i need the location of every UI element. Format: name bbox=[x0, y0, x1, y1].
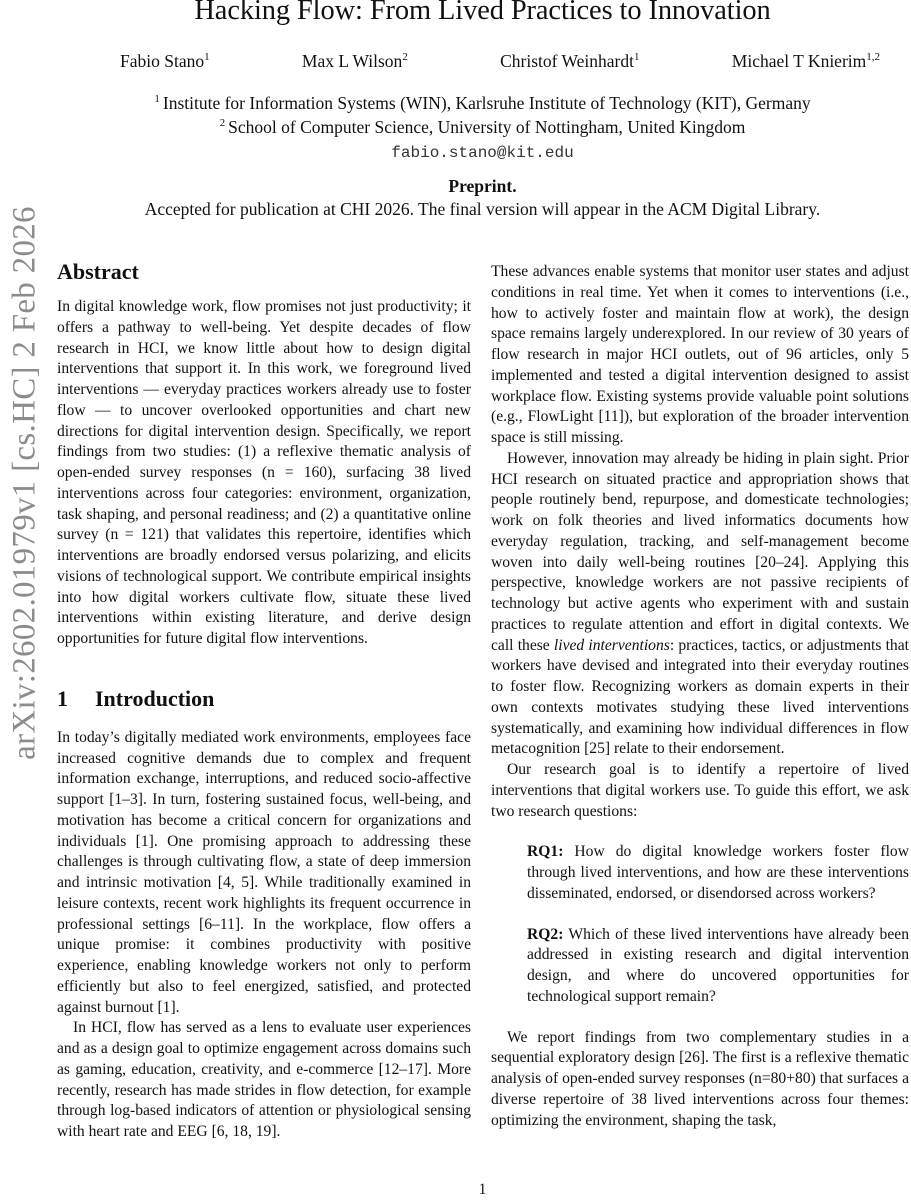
abstract-text: In digital knowledge work, flow promises not just productivity; it offers a pathway to well-being. Yet despite decades of flow research in HCI, we know little about how to design digital interventions that support it. In this work, we foreground lived interventions — everyday practices workers already use to foster flow — to uncover overlooked opportunities and chart new directions for digital intervention design. Specifically, we report findings from two studies: (1) a reflexive thematic analysis of open-ended survey responses (n = 160), surfacing 38 lived interventions across four categories: environment, organization, task shaping, and personal readiness; and (2) a quantitative online survey (n = 121) that validates this repertoire, identifies which interventions are broadly endorsed versus polarizing, and elicits visions of technological support. We contribute empirical insights into how digital workers cultivate flow, situate these lived interventions within existing literature, and derive design opportunities for future digital flow interventions. bbox=[57, 298, 471, 647]
section-title: Introduction bbox=[95, 685, 215, 711]
paragraph-text: However, innovation may already be hiding in plain sight. Prior HCI research on situated practice and appropriation shows that people routinely bend, repurpose, and domesticate technologies; work on folk theories and lived informatics documents how everyday regulation, tracking, and self-management become woven into daily well-being routines [20–24]. Applying this perspective, knowledge workers are not passive recipients of technology but active agents who experiment with and sustain practices to regulate attention and effort in digital contexts. We call these bbox=[491, 449, 909, 654]
paragraph bbox=[491, 449, 909, 760]
author bbox=[302, 51, 408, 72]
left-column bbox=[57, 258, 471, 1143]
author-name: Fabio Stano bbox=[120, 51, 205, 71]
affiliation-marker: 1 bbox=[633, 51, 640, 63]
contact-email: fabio.stano@kit.edu bbox=[391, 144, 574, 162]
author bbox=[120, 51, 210, 72]
affiliation bbox=[0, 93, 911, 114]
affiliation-text: Institute for Information Systems (WIN), Karlsruhe Institute of Technology (KIT), Germany bbox=[162, 93, 811, 113]
author bbox=[732, 51, 880, 72]
rq-text: Which of these lived interventions have already been addressed in existing research and digital intervention design, and where do uncovered opportunities for technological support remain? bbox=[527, 925, 909, 1005]
right-column bbox=[491, 262, 909, 1131]
paragraph: Our research goal is to identify a repertoire of lived interventions that digital workers use. To guide this effort, we ask two research questions: bbox=[491, 761, 909, 820]
emphasized-term: lived interventions bbox=[553, 636, 670, 654]
research-question-2 bbox=[527, 925, 909, 1008]
author-name: Max L Wilson bbox=[301, 51, 403, 71]
arxiv-identifier: arXiv:2602.01979v1 [cs.HC] 2 Feb 2026 bbox=[6, 206, 43, 760]
affiliation-marker: 2 bbox=[402, 51, 408, 63]
affiliation-marker: 1,2 bbox=[866, 51, 880, 63]
author-list bbox=[120, 51, 880, 72]
paragraph: These advances enable systems that monitor user states and adjust conditions in real time. Yet when it comes to interventions (i.e., how to actively foster and maintain flow at work), the design space remains largely underexplored. In our review of 30 years of flow research in major HCI outlets, out of 96 articles, only 5 implemented and tested a digital intervention designed to assist workplace flow. Existing systems provide valuable point solutions (e.g., FlowLight [11]), but exploration of the broader intervention space is still missing. bbox=[491, 263, 909, 446]
rq-label: RQ2: bbox=[527, 925, 564, 943]
rq-label: RQ1: bbox=[527, 843, 564, 861]
section-heading-introduction bbox=[57, 685, 471, 713]
author bbox=[500, 51, 639, 72]
paragraph: In today’s digitally mediated work environments, employees face increased cognitive demands due to complex and frequent information exchange, interruptions, and reduced socio-affective support [1–3]. In turn, fostering sustained focus, well-being, and motivation has become a critical concern for organizations and individuals [1]. One promising approach to addressing these challenges is through cultivating flow, a state of deep immersion and intrinsic motivation [4, 5]. While traditionally examined in leisure contexts, recent work highlights its frequent occurrence in professional settings [6–11]. In the workplace, flow offers a unique promise: it combines productivity with positive experience, enabling knowledge workers not only to perform efficiently but also to feel energized, satisfied, and protected against burnout [1]. bbox=[57, 728, 471, 1016]
paragraph-text: : practices, tactics, or adjustments that workers have devised and integrated into their everyday routines to foster flow. Recognizing workers as domain experts in their own contexts motivates studying these lived interventions systematically, and examining how individual differences in flow metacognition [25] relate to their endorsement. bbox=[491, 636, 909, 758]
preprint-label: Preprint. bbox=[448, 176, 517, 196]
affiliation bbox=[0, 117, 911, 138]
section-number: 1 bbox=[57, 685, 68, 711]
research-question-1 bbox=[527, 842, 909, 904]
paragraph: In HCI, flow has served as a lens to evaluate user experiences and as a design goal to optimize engagement across domains such as gaming, education, creativity, and e-commerce [12–17]. More recently, research has made strides in flow detection, for example through log-based indicators of attention or physiological sensing with heart rate and EEG [6, 18, 19]. bbox=[57, 1019, 471, 1140]
rq-text: How do digital knowledge workers foster flow through lived interventions, and how are these interventions disseminated, endorsed, or disendorsed across workers? bbox=[527, 843, 909, 902]
paper-title: Hacking Flow: From Lived Practices to Innovation bbox=[194, 0, 771, 26]
affiliation-number: 1 bbox=[154, 93, 160, 105]
author-name: Christof Weinhardt bbox=[500, 51, 634, 71]
preprint-note: Accepted for publication at CHI 2026. The final version will appear in the ACM Digital Library. bbox=[144, 199, 821, 219]
page-number: 1 bbox=[478, 1181, 487, 1198]
abstract-heading: Abstract bbox=[57, 259, 139, 284]
affiliation-marker: 1 bbox=[204, 51, 210, 63]
arxiv-stamp bbox=[5, 206, 45, 760]
author-name: Michael T Knierim bbox=[731, 51, 867, 71]
affiliation-text: School of Computer Science, University of Nottingham, United Kingdom bbox=[228, 117, 746, 137]
paragraph: We report findings from two complementary studies in a sequential exploratory design [26]. The first is a reflexive thematic analysis of open-ended survey responses (n=80+80) that surfaces a diverse repertoire of 38 lived interventions across four themes: optimizing the environment, shaping the task, bbox=[491, 1028, 909, 1129]
affiliation-number: 2 bbox=[219, 117, 226, 129]
